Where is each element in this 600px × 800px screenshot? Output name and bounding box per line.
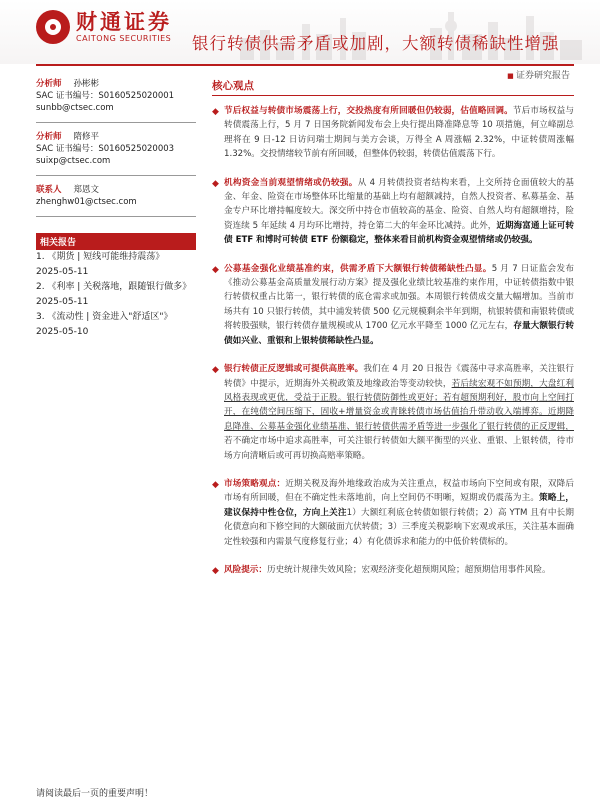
diamond-bullet-icon: ◆ (212, 565, 219, 576)
logo-cn: 财通证券 (76, 10, 172, 34)
report-type: ■ 证券研究报告 (507, 68, 570, 81)
divider (36, 216, 196, 217)
contact-card (36, 184, 196, 208)
diamond-bullet-icon: ◆ (212, 365, 219, 376)
diamond-bullet-icon: ◆ (212, 479, 219, 490)
company-logo (36, 10, 172, 44)
core-views-title: 核心观点 (212, 78, 574, 96)
analyst-name: 孙彬彬 (73, 79, 100, 89)
analyst-role: 分析师 (36, 132, 62, 142)
diamond-bullet-icon: ◆ (212, 178, 219, 189)
diamond-bullet-icon: ◆ (212, 264, 219, 275)
core-paragraph: ◆ 公募基金强化业绩基准约束，供需矛盾下大额银行转债稀缺性凸显。5 月 7 日证监会发布《推动公募基金高质量发展行动方案》提及强化业绩比较基准约束作用，中证转债指数中银行转债权重占比第一，银行转债的底仓需求或加强。本周银行转债成交量大幅增加。当前市场共有 10 只银行转债，其中浦发转债 500 亿元规模剩余半年到期，杭银转债和南银转债或将转股强赎，银行转债存量规模或从 1700 亿元水平降至 1000 亿元左右，存量大额银行转债如兴业、重银和上银转债稀缺性凸显。 (212, 263, 574, 346)
contact-name: 郑恩文 (73, 185, 100, 195)
footer-disclaimer: 请阅读最后一页的重要声明！ (36, 789, 154, 799)
analyst-card (36, 131, 196, 167)
analyst-card (36, 78, 196, 114)
analyst-email[interactable]: sunbb@ctsec.com (36, 103, 114, 113)
core-paragraph: ◆ 节后权益与转债市场震荡上行，交投热度有所回暖但仍较弱，估值略回调。节后市场权益与转债震荡上行，5 月 7 日国务院新闻发布会上央行提出降准降息等 10 项措施，何立峰副总理将在 9 日-12 日访问瑞士期间与美方会谈，万得全 A 周涨幅 2.32%，中证转债周涨幅 1.32%。交投情绪较节前有所回暖，但整体仍较弱，转债估值震荡下行。 (212, 106, 574, 160)
related-report-link[interactable]: 1. 《期货 | 短线可能维持震荡》 (36, 252, 165, 262)
related-report-date: 2025-05-10 (36, 327, 89, 337)
related-report-date: 2025-05-11 (36, 267, 89, 277)
divider (36, 175, 196, 176)
core-paragraph: ◆ 银行转债正反逻辑或可提供高胜率。我们在 4 月 20 日报告《震荡中寻求高胜率，关注银行转债》中提示，近期海外关税政策及地缘政治等变动较快，若后续宏观不如预期，大盘红利风格表现或更优，受益于正股。银行转债防御性或更好；若有超预期利好，股市向上空间打开，在纯债空间压缩下，固收+增量资金或青睐转债市场估值抬升带动收入端博弈。近期降息降准、公募基金强化业绩基准、银行转债供需矛盾等进一步强化了银行转债的正反逻辑，若不确定市场中追求高胜率，可关注银行转债如大额平衡型的兴业、重银、上银转债，待市场方向清晰后或可再切换高赔率策略。 (212, 364, 574, 461)
analyst-role: 分析师 (36, 79, 62, 89)
core-paragraph: ◆ 市场策略观点：近期关税及海外地缘政治成为关注重点，权益市场向下空间或有限，双降后市场有所回暖，但在不确定性未落地前，向上空间仍不明晰，短期或仍震荡为主。策略上，建议保持中性仓位，方向上关注1）大额红利底仓转债如银行转债；2）高 YTM 且有中长期化债意向和下修空间的大额破面亢伏转债；3）三季度关税影响下宏观或承压，关注基本面确定性较强和内需景气度修复行业；4）有化债诉求和能力的中低价转债标的。 (212, 478, 574, 547)
report-header (0, 0, 600, 64)
risk-paragraph: ◆ 风险提示：历史统计规律失效风险；宏观经济变化超预期风险；超预期信用事件风险。 (212, 563, 574, 577)
core-paragraph: ◆ 机构资金当前观望情绪或仍较强。从 4 月转债投资者结构来看，上交所持仓面值较大的基金、年金、险资在市场整体环比缩量的基础上均有超额减持，自然人投资者、私募基金、基金专户环比增持幅度较大。深交所中持仓市值较高的基金、险资、自然人均有超额增持，险资连续 5 年延续 4 月均环比增持，持仓第二大的年金环比减持。此外，近期海富通上证可转债 ETF 和博时可转债 ETF 份额稳定，整体来看目前机构资金观望情绪或仍较强。 (212, 177, 574, 246)
contact-email[interactable]: zhenghw01@ctsec.com (36, 197, 137, 207)
analyst-name: 隋修平 (73, 132, 100, 142)
analyst-cert: SAC 证书编号：S0160525020003 (36, 144, 175, 154)
logo-en: CAITONG SECURITIES (76, 34, 172, 43)
analyst-email[interactable]: suixp@ctsec.com (36, 156, 111, 166)
logo-mark-icon (36, 10, 70, 44)
related-report-link[interactable]: 2. 《利率 | 关税落地，跟随银行做多》 (36, 282, 192, 292)
analyst-cert: SAC 证书编号：S0160525020001 (36, 91, 175, 101)
report-title: 银行转债供需矛盾或加剧，大额转债稀缺性增强 (192, 34, 560, 53)
related-reports-title: 相关报告 (36, 233, 196, 250)
left-column (36, 78, 196, 340)
main-column (212, 78, 574, 577)
divider (36, 122, 196, 123)
diamond-bullet-icon: ◆ (212, 107, 219, 117)
header-divider (36, 64, 574, 66)
contact-role: 联系人 (36, 185, 62, 195)
related-report-link[interactable]: 3. 《流动性 | 资金进入"舒适区"》 (36, 312, 173, 322)
related-report-date: 2025-05-11 (36, 297, 89, 307)
